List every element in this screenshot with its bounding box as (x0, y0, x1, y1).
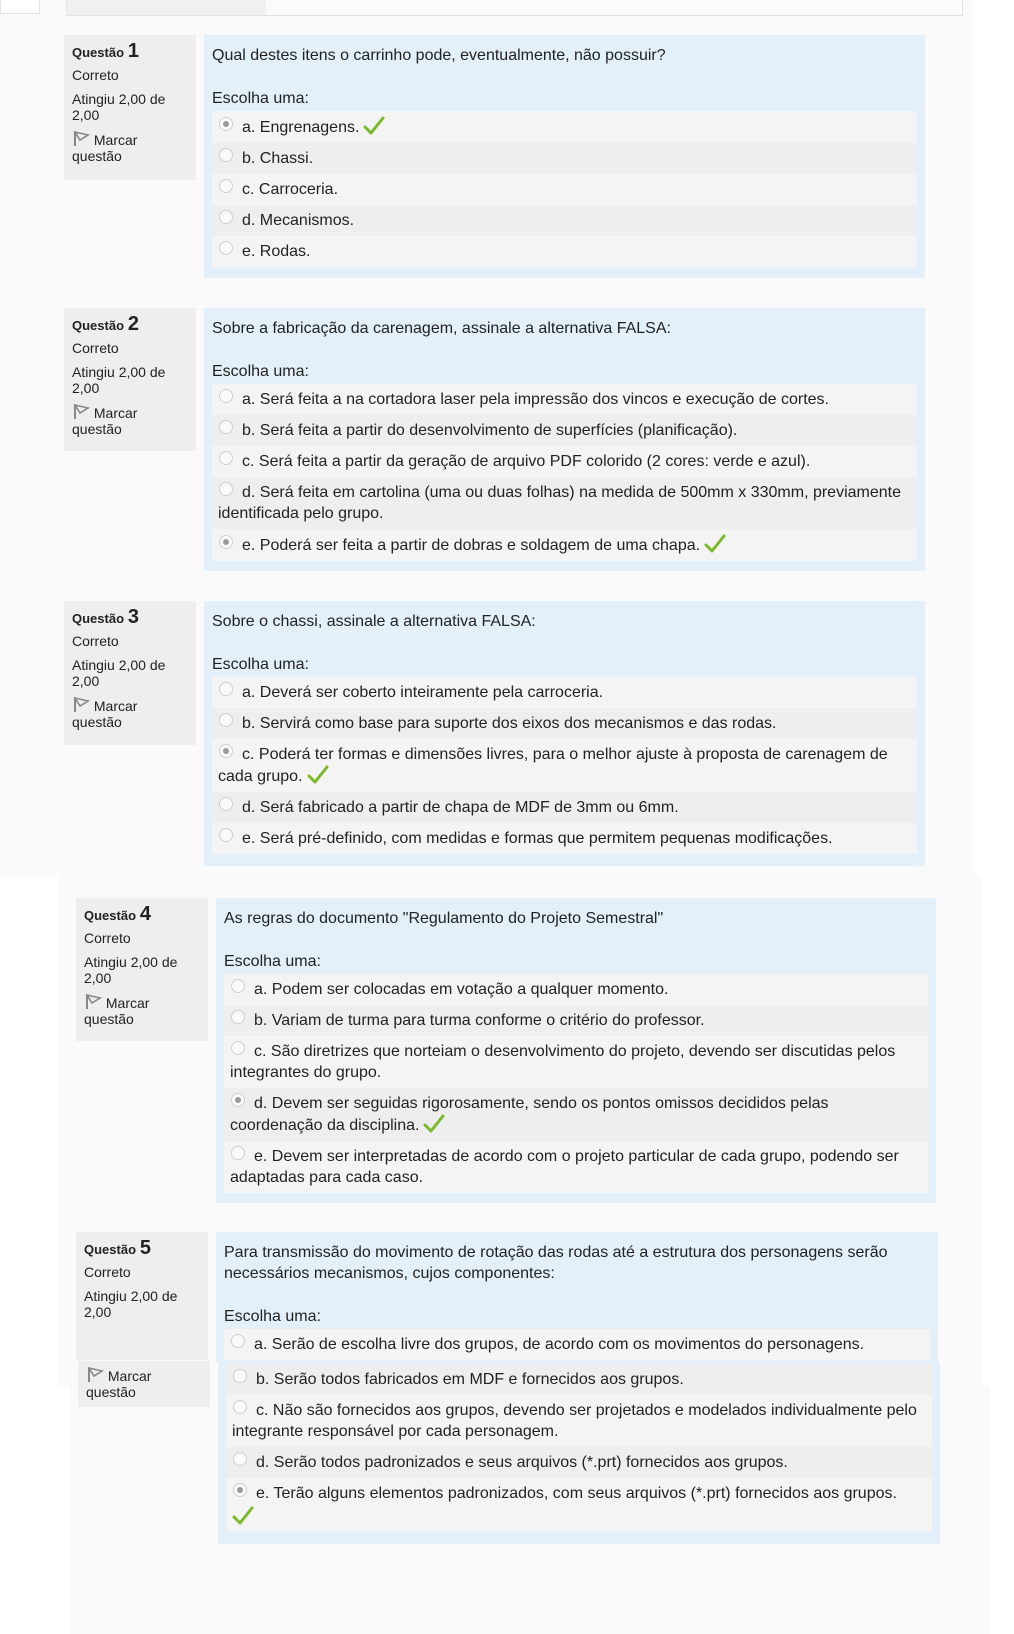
grade-line-1: Atingiu 2,00 de (84, 954, 178, 970)
radio-button[interactable] (233, 1400, 247, 1414)
option-text: a. Podem ser colocadas em votação a qualquer momento. (254, 981, 669, 998)
radio-button[interactable] (219, 179, 233, 193)
option-text: d. Serão todos padronizados e seus arquivos (*.prt) fornecidos aos grupos. (256, 1454, 788, 1471)
previous-panel-bottom (66, 0, 963, 16)
answer-option-e[interactable] (212, 823, 917, 854)
grade-line-2: 2,00 (84, 1304, 112, 1320)
question-info (64, 35, 196, 180)
grade-line-2: 2,00 (72, 673, 100, 689)
question-state: Correto (72, 633, 119, 649)
radio-button[interactable] (219, 451, 233, 465)
answer-options (212, 384, 917, 561)
choose-one-prompt: Escolha uma: (224, 953, 321, 970)
answer-options (212, 111, 917, 267)
flag-question-button[interactable] (84, 994, 200, 1027)
top-left-stub (0, 0, 40, 14)
option-text: b. Chassi. (242, 150, 314, 167)
answer-option-d[interactable] (212, 792, 917, 823)
question-label: Questão (84, 908, 137, 923)
answer-option-c[interactable] (226, 1395, 932, 1447)
answer-option-e[interactable] (212, 236, 917, 267)
answer-options (224, 974, 928, 1193)
option-text: b. Servirá como base para suporte dos eixos dos mecanismos e das rodas. (242, 715, 777, 732)
option-text: b. Será feita a partir do desenvolvimento de superfícies (planificação). (242, 422, 738, 439)
answer-option-d[interactable] (212, 477, 917, 529)
option-text: d. Será feita em cartolina (uma ou duas folhas) na medida de 500mm x 330mm, previamente identificada pelo grupo. (218, 484, 901, 522)
flag-label-2: questão (72, 148, 122, 164)
flag-label-1: Marcar (105, 995, 150, 1011)
correct-check-icon (363, 116, 385, 136)
previous-panel-info (67, 0, 266, 15)
option-text: e. Terão alguns elementos padronizados, com seus arquivos (*.prt) fornecidos aos grupos. (256, 1485, 897, 1502)
question-label: Questão (84, 1242, 137, 1257)
choose-one-prompt: Escolha uma: (212, 363, 309, 380)
radio-button-selected[interactable] (219, 117, 233, 131)
radio-button[interactable] (231, 1041, 245, 1055)
option-text: d. Mecanismos. (242, 212, 355, 229)
radio-button[interactable] (233, 1452, 247, 1466)
question-content (204, 308, 925, 571)
question-content (204, 601, 925, 866)
option-text: e. Rodas. (242, 243, 311, 260)
radio-button[interactable] (219, 241, 233, 255)
answer-option-e[interactable] (226, 1478, 932, 1531)
grade-line-1: Atingiu 2,00 de (72, 657, 166, 673)
answer-option-e[interactable] (224, 1141, 928, 1193)
option-text: d. Devem ser seguidas rigorosamente, sendo os pontos omissos decididos pelas coordenação da disciplina. (230, 1095, 829, 1134)
answer-option-b[interactable] (224, 1005, 928, 1036)
question-state: Correto (72, 340, 119, 356)
answer-option-a[interactable] (212, 111, 917, 143)
option-text: e. Será pré-definido, com medidas e formas que permitem pequenas modificações. (242, 830, 833, 847)
question-grade (72, 91, 188, 123)
question-number (84, 1237, 200, 1259)
radio-button[interactable] (219, 389, 233, 403)
option-text: a. Engrenagens. (242, 119, 360, 136)
question-text: Sobre a fabricação da carenagem, assinale a alternativa FALSA: (212, 320, 671, 337)
flag-icon (72, 131, 90, 147)
question-text: Qual destes itens o carrinho pode, eventualmente, não possuir? (212, 47, 666, 64)
question-number-value: 2 (127, 313, 140, 335)
flag-label-2: questão (72, 714, 122, 730)
question-number-value: 1 (127, 40, 140, 62)
radio-button[interactable] (219, 210, 233, 224)
answer-option-c[interactable] (212, 739, 917, 792)
question-content (204, 35, 925, 278)
radio-button-selected[interactable] (219, 535, 233, 549)
flag-label-2: questão (72, 421, 122, 437)
choose-one-prompt: Escolha uma: (224, 1308, 321, 1325)
answer-option-c[interactable] (212, 446, 917, 477)
flag-label-2: questão (86, 1384, 136, 1400)
flag-icon (84, 994, 102, 1010)
question-text: Para transmissão do movimento de rotação das rodas até a estrutura dos personagens serão necessários mecanismos, cujos componentes: (224, 1244, 888, 1282)
answer-option-a[interactable] (212, 384, 917, 415)
flag-icon (72, 697, 90, 713)
flag-icon (86, 1367, 104, 1383)
radio-button[interactable] (219, 148, 233, 162)
option-text: b. Variam de turma para turma conforme o critério do professor. (254, 1012, 705, 1029)
flag-question-button[interactable] (72, 697, 188, 730)
grade-line-1: Atingiu 2,00 de (84, 1288, 178, 1304)
question-number (72, 40, 188, 62)
radio-button[interactable] (231, 979, 245, 993)
flag-label-1: Marcar (93, 132, 138, 148)
radio-button[interactable] (219, 482, 233, 496)
question-content (216, 1232, 938, 1362)
question-info (76, 898, 208, 1041)
grade-line-1: Atingiu 2,00 de (72, 91, 166, 107)
radio-button[interactable] (219, 682, 233, 696)
question-number (72, 313, 188, 335)
question-state: Correto (72, 67, 119, 83)
radio-button[interactable] (219, 828, 233, 842)
option-text: c. Carroceria. (242, 181, 339, 198)
radio-button[interactable] (233, 1369, 247, 1383)
option-text: a. Serão de escolha livre dos grupos, de acordo com os movimentos do personagens. (254, 1336, 865, 1353)
question-state: Correto (84, 1264, 131, 1280)
flag-label-1: Marcar (107, 1368, 152, 1384)
answer-option-b[interactable] (212, 708, 917, 739)
question-number (84, 903, 200, 925)
flag-label-1: Marcar (93, 405, 138, 421)
question-number-value: 5 (139, 1237, 152, 1259)
answer-option-b[interactable] (212, 415, 917, 446)
flag-question-button[interactable] (72, 404, 188, 437)
correct-check-icon (423, 1114, 445, 1134)
grade-line-2: 2,00 (72, 380, 100, 396)
radio-button[interactable] (231, 1010, 245, 1024)
answer-options (226, 1364, 932, 1531)
question-label: Questão (72, 611, 125, 626)
option-text: d. Será fabricado a partir de chapa de MDF de 3mm ou 6mm. (242, 799, 679, 816)
grade-line-2: 2,00 (84, 970, 112, 986)
flag-label-2: questão (84, 1011, 134, 1027)
option-text: c. Será feita a partir da geração de arquivo PDF colorido (2 cores: verde e azul). (242, 453, 811, 470)
answer-option-c[interactable] (212, 174, 917, 205)
correct-check-icon (704, 534, 726, 554)
grade-line-1: Atingiu 2,00 de (72, 364, 166, 380)
option-text: a. Deverá ser coberto inteiramente pela carroceria. (242, 684, 604, 701)
answer-option-b[interactable] (226, 1364, 932, 1395)
option-text: c. Não são fornecidos aos grupos, devendo ser projetados e modelados individualmente pelo integrante responsável por cada personagem. (232, 1402, 917, 1440)
radio-button[interactable] (219, 797, 233, 811)
radio-button[interactable] (231, 1334, 245, 1348)
answer-option-d[interactable] (224, 1088, 928, 1141)
radio-button[interactable] (219, 420, 233, 434)
answer-option-b[interactable] (212, 143, 917, 174)
question-number-value: 4 (139, 903, 152, 925)
flag-label-1: Marcar (93, 698, 138, 714)
option-text: c. Poderá ter formas e dimensões livres, para o melhor ajuste à proposta de carenagem de cada grupo. (218, 746, 888, 785)
answer-option-d[interactable] (226, 1447, 932, 1478)
question-info (76, 1232, 208, 1360)
answer-option-a[interactable] (224, 974, 928, 1005)
option-text: e. Poderá ser feita a partir de dobras e soldagem de uma chapa. (242, 537, 701, 554)
question-text: As regras do documento "Regulamento do Projeto Semestral" (224, 910, 664, 927)
option-text: a. Será feita a na cortadora laser pela impressão dos vincos e execução de cortes. (242, 391, 829, 408)
question-number (72, 606, 188, 628)
answer-options (224, 1329, 930, 1360)
answer-option-d[interactable] (212, 205, 917, 236)
radio-button[interactable] (219, 713, 233, 727)
question-state: Correto (84, 930, 131, 946)
radio-button-selected[interactable] (219, 744, 233, 758)
radio-button-selected[interactable] (233, 1483, 247, 1497)
question-content-continued (218, 1362, 940, 1544)
radio-button-selected[interactable] (231, 1093, 245, 1107)
choose-one-prompt: Escolha uma: (212, 90, 309, 107)
option-text: b. Serão todos fabricados em MDF e fornecidos aos grupos. (256, 1371, 684, 1388)
question-grade (72, 364, 188, 396)
answer-option-e[interactable] (212, 529, 917, 561)
question-grade (72, 657, 188, 689)
answer-option-c[interactable] (224, 1036, 928, 1088)
question-info (64, 308, 196, 451)
flag-question-button[interactable] (72, 131, 188, 164)
answer-option-a[interactable] (212, 677, 917, 708)
grade-line-2: 2,00 (72, 107, 100, 123)
question-label: Questão (72, 318, 125, 333)
flag-icon (72, 404, 90, 420)
question-info (64, 601, 196, 745)
correct-check-icon (232, 1506, 254, 1526)
option-text: e. Devem ser interpretadas de acordo com o projeto particular de cada grupo, podendo ser adaptadas para cada caso. (230, 1148, 899, 1186)
question-content (216, 898, 936, 1203)
flag-question-button[interactable] (86, 1367, 202, 1400)
option-text: c. São diretrizes que norteiam o desenvolvimento do projeto, devendo ser discutidas pelos integrantes do grupo. (230, 1043, 896, 1081)
question-grade (84, 954, 200, 986)
question-number-value: 3 (127, 606, 140, 628)
question-label: Questão (72, 45, 125, 60)
question-grade (84, 1288, 200, 1320)
choose-one-prompt: Escolha uma: (212, 656, 309, 673)
answer-options (212, 677, 917, 854)
answer-option-a[interactable] (224, 1329, 930, 1360)
correct-check-icon (307, 765, 329, 785)
question-info-continued (78, 1361, 210, 1407)
radio-button[interactable] (231, 1146, 245, 1160)
question-text: Sobre o chassi, assinale a alternativa FALSA: (212, 613, 536, 630)
